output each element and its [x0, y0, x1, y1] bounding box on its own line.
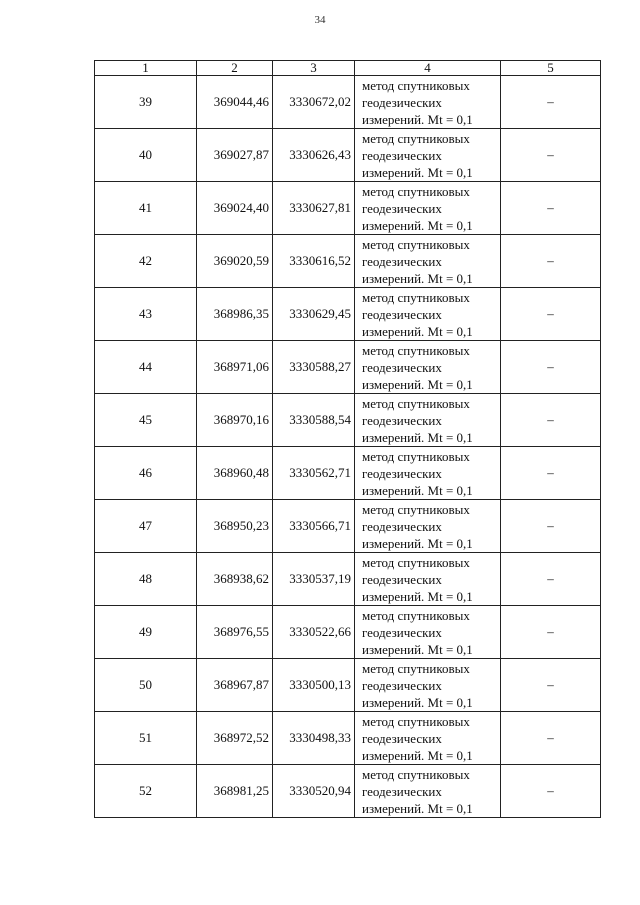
method-text-line: измерений. Mt = 0,1 [362, 641, 473, 657]
y-coordinate-cell: 3330500,13 [273, 659, 355, 712]
table-row [95, 235, 601, 288]
method-text-line: метод спутниковых [362, 607, 470, 623]
method-cell [355, 182, 501, 235]
y-coordinate-cell: 3330566,71 [273, 500, 355, 553]
table-body [95, 76, 601, 818]
method-cell [355, 341, 501, 394]
method-text-line: метод спутниковых [362, 130, 470, 146]
method-text-line: измерений. Mt = 0,1 [362, 800, 473, 816]
table-row [95, 129, 601, 182]
point-number-cell: 44 [95, 341, 197, 394]
x-coordinate-cell: 368967,87 [197, 659, 273, 712]
y-coordinate-cell: 3330537,19 [273, 553, 355, 606]
point-number-cell: 49 [95, 606, 197, 659]
y-coordinate-cell: 3330588,27 [273, 341, 355, 394]
method-cell [355, 765, 501, 818]
note-cell: – [501, 129, 601, 182]
method-text-line: метод спутниковых [362, 395, 470, 411]
method-cell [355, 235, 501, 288]
column-header-2: 2 [197, 61, 273, 76]
x-coordinate-cell: 368972,52 [197, 712, 273, 765]
method-text-line: геодезических [362, 624, 442, 640]
point-number-cell: 50 [95, 659, 197, 712]
method-cell [355, 712, 501, 765]
method-cell [355, 129, 501, 182]
y-coordinate-cell: 3330522,66 [273, 606, 355, 659]
x-coordinate-cell: 368938,62 [197, 553, 273, 606]
x-coordinate-cell: 368976,55 [197, 606, 273, 659]
coordinates-table [94, 60, 601, 818]
table-row [95, 394, 601, 447]
note-cell: – [501, 182, 601, 235]
column-header-4: 4 [355, 61, 501, 76]
method-text-line: измерений. Mt = 0,1 [362, 588, 473, 604]
method-text-line: измерений. Mt = 0,1 [362, 376, 473, 392]
table-row [95, 341, 601, 394]
method-text-line: геодезических [362, 465, 442, 481]
table-row [95, 182, 601, 235]
method-cell [355, 500, 501, 553]
method-text-line: геодезических [362, 571, 442, 587]
method-cell [355, 606, 501, 659]
method-text-line: геодезических [362, 147, 442, 163]
method-text-line: геодезических [362, 200, 442, 216]
x-coordinate-cell: 368986,35 [197, 288, 273, 341]
method-text-line: измерений. Mt = 0,1 [362, 535, 473, 551]
method-cell [355, 447, 501, 500]
method-text-line: геодезических [362, 306, 442, 322]
x-coordinate-cell: 368970,16 [197, 394, 273, 447]
note-cell: – [501, 76, 601, 129]
method-cell [355, 394, 501, 447]
method-cell [355, 553, 501, 606]
point-number-cell: 42 [95, 235, 197, 288]
method-text-line: геодезических [362, 359, 442, 375]
x-coordinate-cell: 369027,87 [197, 129, 273, 182]
note-cell: – [501, 394, 601, 447]
y-coordinate-cell: 3330672,02 [273, 76, 355, 129]
x-coordinate-cell: 368950,23 [197, 500, 273, 553]
note-cell: – [501, 447, 601, 500]
y-coordinate-cell: 3330588,54 [273, 394, 355, 447]
method-text-line: геодезических [362, 730, 442, 746]
method-text-line: измерений. Mt = 0,1 [362, 111, 473, 127]
point-number-cell: 47 [95, 500, 197, 553]
method-text-line: измерений. Mt = 0,1 [362, 164, 473, 180]
method-cell [355, 288, 501, 341]
y-coordinate-cell: 3330627,81 [273, 182, 355, 235]
method-text-line: метод спутниковых [362, 713, 470, 729]
method-text-line: измерений. Mt = 0,1 [362, 217, 473, 233]
method-text-line: метод спутниковых [362, 342, 470, 358]
method-text-line: геодезических [362, 94, 442, 110]
method-text-line: метод спутниковых [362, 554, 470, 570]
table-row [95, 553, 601, 606]
method-text-line: геодезических [362, 518, 442, 534]
note-cell: – [501, 659, 601, 712]
method-text-line: геодезических [362, 783, 442, 799]
method-text-line: метод спутниковых [362, 501, 470, 517]
y-coordinate-cell: 3330629,45 [273, 288, 355, 341]
point-number-cell: 40 [95, 129, 197, 182]
table-row [95, 765, 601, 818]
y-coordinate-cell: 3330562,71 [273, 447, 355, 500]
method-text-line: метод спутниковых [362, 660, 470, 676]
note-cell: – [501, 288, 601, 341]
y-coordinate-cell: 3330626,43 [273, 129, 355, 182]
point-number-cell: 45 [95, 394, 197, 447]
note-cell: – [501, 553, 601, 606]
column-header-1: 1 [95, 61, 197, 76]
table-row [95, 288, 601, 341]
point-number-cell: 43 [95, 288, 197, 341]
table-row [95, 606, 601, 659]
y-coordinate-cell: 3330520,94 [273, 765, 355, 818]
page-number: 34 [314, 14, 326, 26]
method-text-line: геодезических [362, 412, 442, 428]
note-cell: – [501, 606, 601, 659]
point-number-cell: 52 [95, 765, 197, 818]
method-text-line: метод спутниковых [362, 766, 470, 782]
column-header-5: 5 [501, 61, 601, 76]
method-text-line: метод спутниковых [362, 183, 470, 199]
method-text-line: метод спутниковых [362, 236, 470, 252]
table-row [95, 76, 601, 129]
point-number-cell: 41 [95, 182, 197, 235]
table-header-row [95, 61, 601, 76]
column-header-3: 3 [273, 61, 355, 76]
note-cell: – [501, 765, 601, 818]
point-number-cell: 48 [95, 553, 197, 606]
x-coordinate-cell: 369044,46 [197, 76, 273, 129]
method-text-line: метод спутниковых [362, 448, 470, 464]
x-coordinate-cell: 369024,40 [197, 182, 273, 235]
method-text-line: геодезических [362, 253, 442, 269]
method-text-line: измерений. Mt = 0,1 [362, 747, 473, 763]
point-number-cell: 39 [95, 76, 197, 129]
point-number-cell: 51 [95, 712, 197, 765]
note-cell: – [501, 341, 601, 394]
table-row [95, 500, 601, 553]
method-text-line: измерений. Mt = 0,1 [362, 694, 473, 710]
table-row [95, 659, 601, 712]
method-text-line: геодезических [362, 677, 442, 693]
x-coordinate-cell: 369020,59 [197, 235, 273, 288]
method-text-line: измерений. Mt = 0,1 [362, 482, 473, 498]
table-row [95, 447, 601, 500]
method-text-line: измерений. Mt = 0,1 [362, 270, 473, 286]
y-coordinate-cell: 3330616,52 [273, 235, 355, 288]
note-cell: – [501, 712, 601, 765]
point-number-cell: 46 [95, 447, 197, 500]
x-coordinate-cell: 368971,06 [197, 341, 273, 394]
method-text-line: метод спутниковых [362, 289, 470, 305]
method-text-line: метод спутниковых [362, 77, 470, 93]
note-cell: – [501, 500, 601, 553]
table-row [95, 712, 601, 765]
method-text-line: измерений. Mt = 0,1 [362, 323, 473, 339]
method-cell [355, 659, 501, 712]
x-coordinate-cell: 368960,48 [197, 447, 273, 500]
y-coordinate-cell: 3330498,33 [273, 712, 355, 765]
x-coordinate-cell: 368981,25 [197, 765, 273, 818]
method-text-line: измерений. Mt = 0,1 [362, 429, 473, 445]
note-cell: – [501, 235, 601, 288]
method-cell [355, 76, 501, 129]
